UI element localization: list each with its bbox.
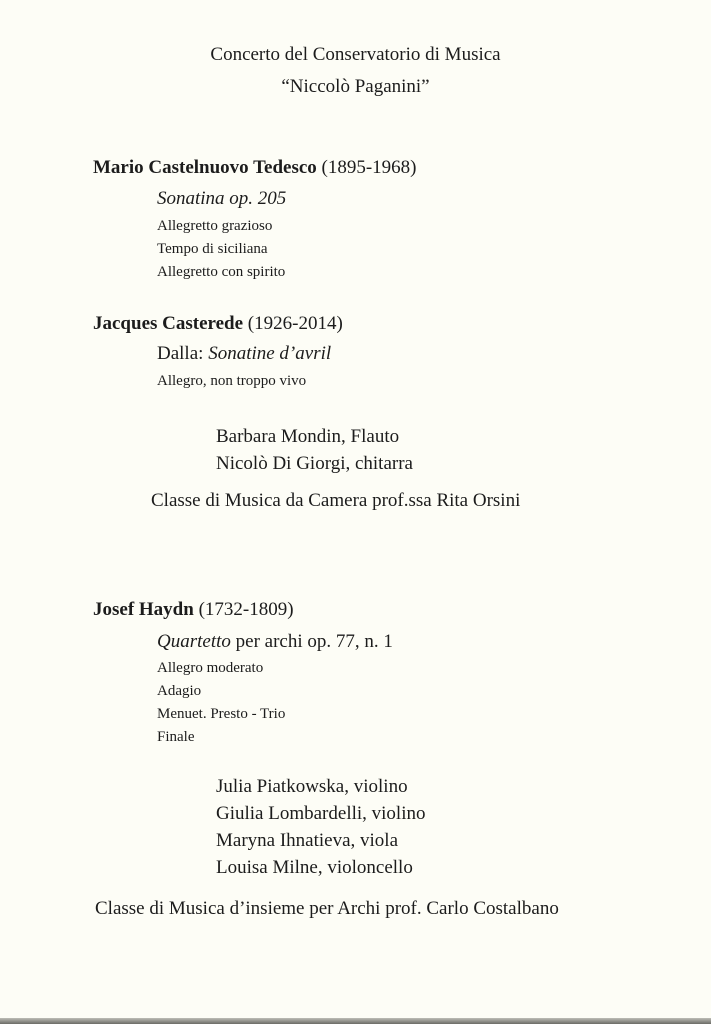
movement-item: Menuet. Presto - Trio <box>157 706 286 722</box>
work-title: Sonatine d’avril <box>208 343 332 364</box>
composer-name: Josef Haydn <box>93 599 194 620</box>
movement-item: Allegro moderato <box>157 660 264 676</box>
work-title: Sonatina op. 205 <box>157 188 287 209</box>
performer: Nicolò Di Giorgi, chitarra <box>216 453 413 474</box>
movement-item: Allegro, non troppo vivo <box>157 373 307 389</box>
composer-heading <box>93 599 294 621</box>
composer-heading <box>93 157 417 179</box>
work-title-line <box>157 188 286 210</box>
movement-item: Allegretto grazioso <box>157 218 273 234</box>
conservatory-name: “Niccolò Paganini” <box>281 76 430 97</box>
work-title: Quartetto <box>157 631 231 652</box>
performer: Julia Piatkowska, violino <box>216 776 408 797</box>
work-suffix: per archi op. 77, n. 1 <box>230 631 393 652</box>
work-prefix: Dalla: <box>157 343 209 364</box>
work-title-line <box>157 343 331 365</box>
performer: Maryna Ihnatieva, viola <box>216 830 399 851</box>
movement-item: Adagio <box>157 683 202 699</box>
composer-dates: (1926-2014) <box>247 313 343 334</box>
performer: Louisa Milne, violoncello <box>216 857 413 878</box>
movement-item: Allegretto con spirito <box>157 264 286 280</box>
concert-title: Concerto del Conservatorio di Musica <box>210 44 501 65</box>
composer-name: Jacques Casterede <box>93 313 244 334</box>
work-title-line <box>157 631 393 653</box>
composer-dates: (1895-1968) <box>321 157 417 178</box>
class-credit: Classe di Musica da Camera prof.ssa Rita Orsini <box>151 490 521 511</box>
composer-dates: (1732-1809) <box>198 599 294 620</box>
performer: Giulia Lombardelli, violino <box>216 803 426 824</box>
composer-name: Mario Castelnuovo Tedesco <box>93 157 317 178</box>
movement-item: Finale <box>157 729 195 745</box>
movement-item: Tempo di siciliana <box>157 241 268 257</box>
performer: Barbara Mondin, Flauto <box>216 426 400 447</box>
class-credit: Classe di Musica d’insieme per Archi prof. Carlo Costalbano <box>95 898 559 919</box>
page-bottom-edge <box>0 1018 711 1024</box>
composer-heading <box>93 313 343 335</box>
